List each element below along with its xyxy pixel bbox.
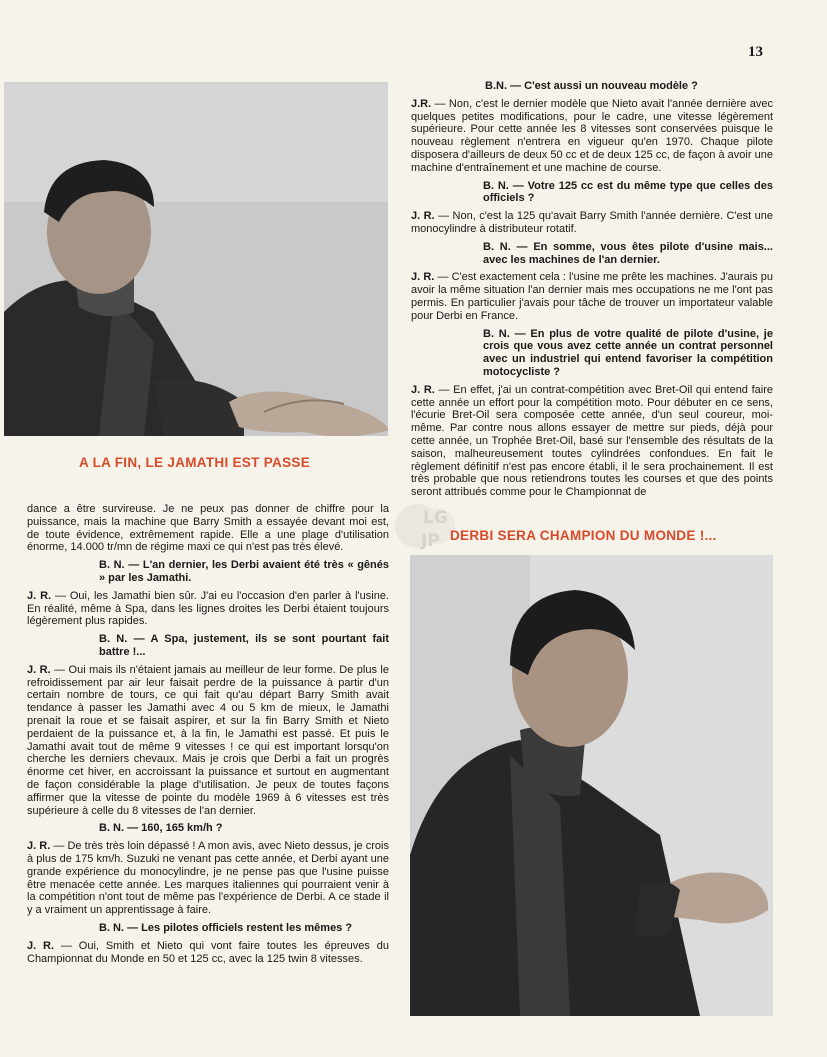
- question-paragraph: [27, 922, 389, 935]
- paragraph-text: 160, 165 km/h ?: [138, 822, 223, 835]
- speaker: J. R.: [411, 383, 435, 396]
- article-right-column: [411, 80, 773, 504]
- question-paragraph: [27, 559, 389, 585]
- answer-paragraph: [411, 210, 773, 236]
- paragraph-text: — En effet, j'ai un contrat-compétition avec Bret-Oil qui entend faire cette année un effort pour la compétition moto. Pour débuter en ce sens, l'écurie Bret-Oil sera composée cette année, d'un seul coureur, moi-même. Par contre nous allons essayer de mettre sur pieds, déjà pour cette année, un Trophée Bret-Oil, basé sur l'ensemble des résultats de la saison, malheureusement toutes cylindrées confondues. En fait le règlement définitif n'est pas encore établi, il le sera prochainement. Il est très probable que nous retiendrons toutes les courses et que des points seront attribués comme pour le Championnat de: [411, 383, 773, 499]
- answer-paragraph: [27, 840, 389, 917]
- paragraph-text: — Oui mais ils n'étaient jamais au meilleur de leur forme. De plus le refroidissement par air leur faisait perdre de la puissance à partir d'un certain nombre de tours, ce qui fait qu'au départ Barry Smith avait tendance à passer les Jamathi avec 4 ou 5 km de mieux, le Jamathi prenait la roue et se faisait aspirer, et sur la fin Barry Smith et Nieto perdaient de la puissance et, à la fin, le Jamathi est passé. Et puis le Jamathi avait tout de même 9 vitesses ! ce qui est important lorsqu'on cherche les derniers chevaux. Mais je crois que Derbi a fait un progrès énorme cet hiver, en accroissant la puissance et surtout en augmentant de façon considérable la plage d'utilisation. Je peux de toutes façons affirmer que la vitesse de pointe du modèle 1969 à 6 vitesses est très supérieure à celle du 8 vitesses de l'an dernier.: [27, 663, 389, 817]
- article-left-column: [27, 503, 389, 970]
- paragraph-text: En plus de votre qualité de pilote d'usine, je crois que vous avez cette année un contrat personnel avec un industriel qui entend favoriser la compétition motocycliste ?: [483, 327, 773, 378]
- speaker: J. R.: [27, 840, 51, 853]
- speaker: J.R.: [411, 97, 432, 110]
- speaker: J. R.: [27, 589, 52, 602]
- answer-paragraph: [411, 384, 773, 499]
- svg-text:JP: JP: [421, 531, 440, 551]
- paragraph-text: — Oui, les Jamathi bien sûr. J'ai eu l'occasion d'en parler à l'usine. En réalité, même à Spa, dans les lignes droites les Derbi étaient toujours légèrement plus rapides.: [27, 589, 389, 628]
- answer-paragraph: [411, 98, 773, 175]
- page-number: 13: [748, 44, 763, 60]
- paragraph-text: A Spa, justement, ils se sont pourtant fait battre !...: [99, 633, 389, 658]
- answer-paragraph: [27, 590, 389, 628]
- photo-bottom-right: [410, 555, 773, 1016]
- speaker: B. N. —: [99, 559, 140, 572]
- paragraph-text: C'est aussi un nouveau modèle ?: [521, 80, 698, 92]
- answer-paragraph: [27, 940, 389, 966]
- speaker: B. N. —: [483, 179, 524, 192]
- paragraph-text: — Non, c'est la 125 qu'avait Barry Smith l'année dernière. C'est une monocylindre à distributeur rotatif.: [411, 210, 773, 235]
- speaker: B. N. —: [99, 633, 145, 646]
- svg-text:LG: LG: [423, 508, 448, 528]
- caption-left: A LA FIN, LE JAMATHI EST PASSE: [79, 455, 311, 470]
- question-paragraph: [411, 241, 773, 267]
- paragraph-text: L'an dernier, les Derbi avaient été très « gênés » par les Jamathi.: [99, 559, 389, 584]
- caption-right: DERBI SERA CHAMPION DU MONDE !...: [450, 528, 717, 543]
- answer-paragraph: [27, 664, 389, 818]
- paragraph-text: Votre 125 cc est du même type que celles des officiels ?: [483, 179, 773, 205]
- question-paragraph: [27, 633, 389, 659]
- speaker: B. N. —: [99, 822, 139, 835]
- speaker: J. R.: [411, 271, 435, 284]
- question-paragraph: [411, 180, 773, 206]
- paragraph-text: — De très très loin dépassé ! A mon avis, avec Nieto dessus, je crois à plus de 175 km/h. Suzuki ne venant pas cette année, et Derbi ayant une grande expérience du monocylindre, je ne pense pas que l'usine puisse être menacée cette année. Les marques italiennes qui pourraient venir à la compétition n'ont tout de même pas l'expérience de Derbi. A ce stade il y a vraiment un apprentissage à faire.: [27, 840, 389, 917]
- speaker: B. N. —: [483, 240, 528, 253]
- speaker: B.N. —: [485, 80, 522, 92]
- question-paragraph: [27, 822, 389, 835]
- paragraph-text: Les pilotes officiels restent les mêmes ?: [138, 921, 353, 934]
- watermark-logo: [393, 496, 459, 556]
- speaker: J. R.: [27, 939, 55, 952]
- question-paragraph: [411, 80, 773, 93]
- speaker: B. N. —: [99, 921, 139, 934]
- answer-paragraph: [411, 271, 773, 322]
- speaker: J. R.: [27, 663, 51, 676]
- speaker: B. N. —: [483, 327, 526, 340]
- photo-top-left: [4, 82, 388, 436]
- answer-paragraph: [27, 503, 389, 554]
- speaker: J. R.: [411, 210, 435, 223]
- question-paragraph: [411, 328, 773, 379]
- paragraph-text: dance a être survireuse. Je ne peux pas donner de chiffre pour la puissance, mais la machine que Barry Smith a essayée devant moi est, de toute évidence, extrêmement rapide. Elle a une plage d'utilisation énorme, 14.000 tr/mn de régime maxi ce qui n'est pas très élevé.: [27, 503, 389, 554]
- paragraph-text: En somme, vous êtes pilote d'usine mais... avec les machines de l'an dernier.: [483, 240, 773, 266]
- paragraph-text: — Oui, Smith et Nieto qui vont faire toutes les épreuves du Championnat du Monde en 50 et 125 cc, avec la 125 twin 8 vitesses.: [27, 939, 389, 965]
- paragraph-text: — C'est exactement cela : l'usine me prête les machines. J'aurais pu avoir la même situation l'an dernier mais mes occupations ne me l'ont pas permis. En particulier j'avais pour tâche de trouver un importateur valable pour Derbi en France.: [411, 271, 773, 322]
- paragraph-text: — Non, c'est le dernier modèle que Nieto avait l'année dernière avec quelques petites modifications, pour le cadre, une vitesse légèrement supérieure. Pour cette année les 8 vitesses sont conservées puisque le nouveau règlement n'entrera en vigueur qu'en 1970. Chaque pilote disposera d'ailleurs de deux 50 cc et de deux 125 cc, de façon à avoir une machine d'entraînement et une machine de course.: [411, 97, 773, 174]
